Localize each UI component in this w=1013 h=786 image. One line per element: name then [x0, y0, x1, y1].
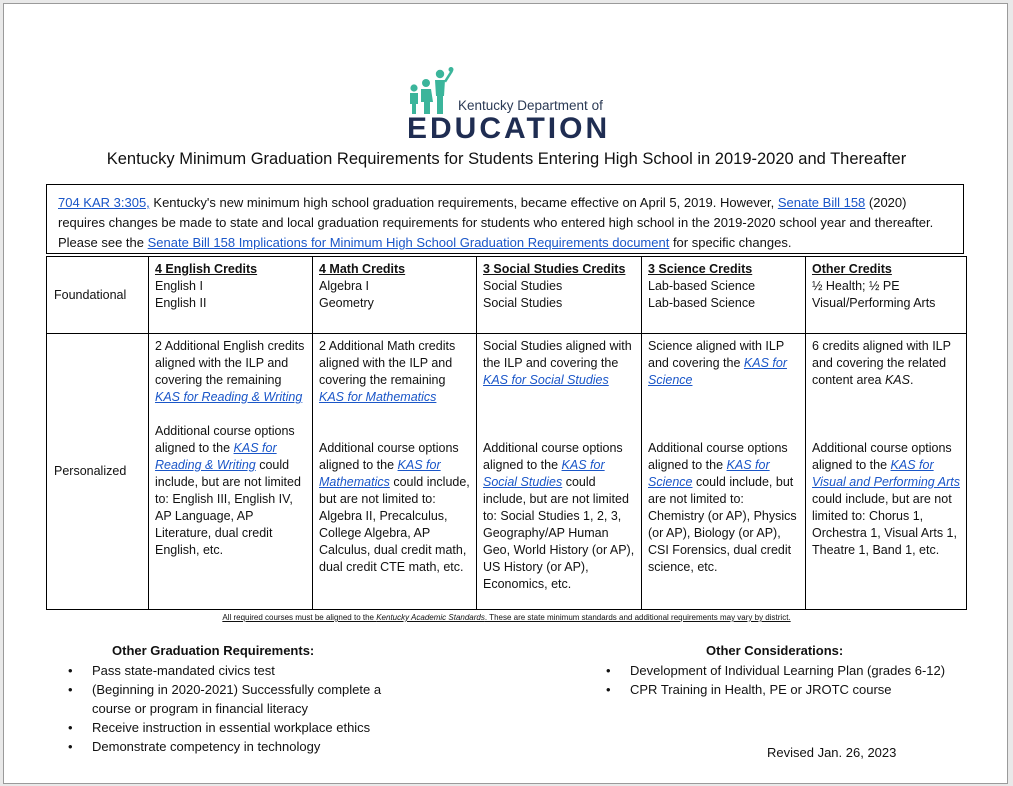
english-personalized-p1	[155, 338, 306, 406]
other-personalized-p1	[812, 338, 960, 389]
intro-text-1: Kentucky's new minimum high school graduation requirements, became effective on April 5, 2019. However,	[149, 195, 778, 210]
sb158-implications-link[interactable]: Senate Bill 158 Implications for Minimum High School Graduation Requirements document	[147, 235, 670, 250]
english-personalized-p2	[155, 423, 306, 559]
science-p1-text: Science aligned with ILP and covering the	[648, 339, 784, 370]
table-footnote	[4, 613, 1009, 622]
cell-english-foundational	[149, 257, 313, 334]
science-personalized-p2	[648, 440, 799, 576]
cell-science-personalized	[642, 334, 806, 610]
intro-text-3: for specific changes.	[669, 235, 792, 250]
other-credits-heading: Other Credits	[812, 262, 892, 276]
other-course-1: ½ Health; ½ PE	[812, 279, 900, 293]
science-p2-text-b: could include, but are not limited to: Chemistry (or AP), Physics (or AP), Biology (or AP), CSI Forensics, dual credit science, etc.	[648, 475, 797, 574]
kas-reading-writing-link-2[interactable]: KAS for Reading & Writing	[155, 441, 277, 472]
math-course-2: Geometry	[319, 296, 374, 310]
table-row-foundational	[47, 257, 967, 334]
english-p2-text-a: Additional course options aligned to the	[155, 424, 295, 455]
english-p1-text: 2 Additional English credits aligned with the ILP and covering the remaining	[155, 339, 305, 387]
list-item: • CPR Training in Health, PE or JROTC course	[605, 680, 965, 699]
kas-reading-writing-link[interactable]: KAS for Reading & Writing	[155, 390, 303, 404]
science-course-1: Lab-based Science	[648, 279, 756, 293]
list-item: • (Beginning in 2020-2021) Successfully complete a course or program in financial literacy	[67, 680, 417, 718]
cell-social-foundational	[477, 257, 642, 334]
other-p2-text-b: could include, but are not limited to: Chorus 1, Orchestra 1, Visual Arts 1, Theatre 1, Band 1, etc.	[812, 492, 957, 557]
cell-math-foundational	[313, 257, 477, 334]
other-course-2: Visual/Performing Arts	[812, 296, 936, 310]
english-p2-text-b: could include, but are not limited to: English III, English IV, AP Language, AP Literature, dual credit English, etc.	[155, 458, 301, 557]
science-credits-heading: 3 Science Credits	[648, 262, 753, 276]
other-p1-kas: KAS	[884, 373, 910, 387]
social-personalized-p1	[483, 338, 635, 389]
kas-visual-performing-arts-link[interactable]: KAS for Visual and Performing Arts	[812, 458, 960, 489]
math-personalized-p1	[319, 338, 470, 406]
page-title: Kentucky Minimum Graduation Requirements for Students Entering High School in 2019-2020 and Thereafter	[106, 150, 907, 168]
math-p1-text: 2 Additional Math credits aligned with the ILP and covering the remaining	[319, 339, 456, 387]
other-p1-text: 6 credits aligned with ILP and covering the related content area	[812, 339, 951, 387]
cell-other-foundational	[806, 257, 967, 334]
other-personalized-p2	[812, 440, 960, 559]
kas-social-studies-link-2[interactable]: KAS for Social Studies	[483, 458, 605, 489]
english-course-1: English I	[155, 279, 203, 293]
other-p2-text-a: Additional course options aligned to the	[812, 441, 952, 472]
science-personalized-p1	[648, 338, 799, 389]
document-page	[3, 3, 1008, 784]
table-row-personalized	[47, 334, 967, 610]
math-credits-heading: 4 Math Credits	[319, 262, 406, 276]
english-course-2: English II	[155, 296, 207, 310]
cell-other-personalized	[806, 334, 967, 610]
cell-science-foundational	[642, 257, 806, 334]
kas-mathematics-link[interactable]: KAS for Mathematics	[319, 390, 437, 404]
math-personalized-p2	[319, 440, 470, 576]
other-p1-period: .	[909, 373, 914, 387]
cell-english-personalized	[149, 334, 313, 610]
requirements-table	[46, 256, 967, 610]
social-credits-heading: 3 Social Studies Credits	[483, 262, 626, 276]
footnote-text-b: . These are state minimum standards and additional requirements may vary by district.	[484, 613, 791, 622]
list-item: • Pass state-mandated civics test	[67, 661, 417, 680]
math-p2-text-b: could include, but are not limited to: Algebra II, Precalculus, College Algebra, AP Calculus, dual credit math, dual credit CTE math, etc.	[319, 475, 470, 574]
footnote-text-a: All required courses must be aligned to the	[222, 613, 377, 622]
kas-science-link-2[interactable]: KAS for Science	[648, 458, 770, 489]
other-grad-heading: Other Graduation Requirements:	[112, 643, 315, 658]
social-personalized-p2	[483, 440, 635, 593]
social-p2-text-a: Additional course options aligned to the	[483, 441, 623, 472]
row-label-foundational: Foundational	[47, 257, 149, 334]
english-credits-heading: 4 English Credits	[155, 262, 258, 276]
math-p2-text-a: Additional course options aligned to the	[319, 441, 459, 472]
list-item: • Receive instruction in essential workplace ethics	[67, 718, 417, 737]
figures-logo-icon	[404, 66, 458, 116]
kar-link[interactable]: 704 KAR 3:305,	[58, 195, 150, 210]
other-considerations-list	[605, 661, 965, 699]
list-item: • Demonstrate competency in technology	[67, 737, 417, 756]
other-considerations-heading: Other Considerations:	[706, 643, 844, 658]
social-course-2: Social Studies	[483, 296, 563, 310]
kas-mathematics-link-2[interactable]: KAS for Mathematics	[319, 458, 441, 489]
social-p1-text: Social Studies aligned with the ILP and covering the	[483, 339, 632, 370]
science-p2-text-a: Additional course options aligned to the	[648, 441, 788, 472]
logo-education-text: EDUCATION	[407, 112, 611, 145]
math-course-1: Algebra I	[319, 279, 370, 293]
intro-box	[46, 184, 964, 254]
intro-text-2: (2020) requires changes be made to state and local graduation requirements for students who entered high school in the 2019-2020 school year and thereafter. Please see the	[58, 195, 934, 250]
cell-social-personalized	[477, 334, 642, 610]
cell-math-personalized	[313, 334, 477, 610]
other-grad-list	[67, 661, 417, 756]
kas-social-studies-link[interactable]: KAS for Social Studies	[483, 373, 609, 387]
kas-science-link[interactable]: KAS for Science	[648, 356, 787, 387]
row-label-personalized: Personalized	[47, 334, 149, 610]
logo-department-text: Kentucky Department of	[458, 98, 603, 113]
footnote-standards: Kentucky Academic Standards	[376, 613, 485, 622]
list-item: • Development of Individual Learning Plan (grades 6-12)	[605, 661, 965, 680]
revised-date: Revised Jan. 26, 2023	[767, 745, 897, 760]
kde-logo	[404, 66, 614, 144]
social-course-1: Social Studies	[483, 279, 563, 293]
social-p2-text-b: could include, but are not limited to: Social Studies 1, 2, 3, Geography/AP Human Geo, World History (or AP), US History (or AP), Economics, etc.	[483, 475, 635, 591]
senate-bill-link[interactable]: Senate Bill 158	[777, 195, 866, 210]
science-course-2: Lab-based Science	[648, 296, 756, 310]
